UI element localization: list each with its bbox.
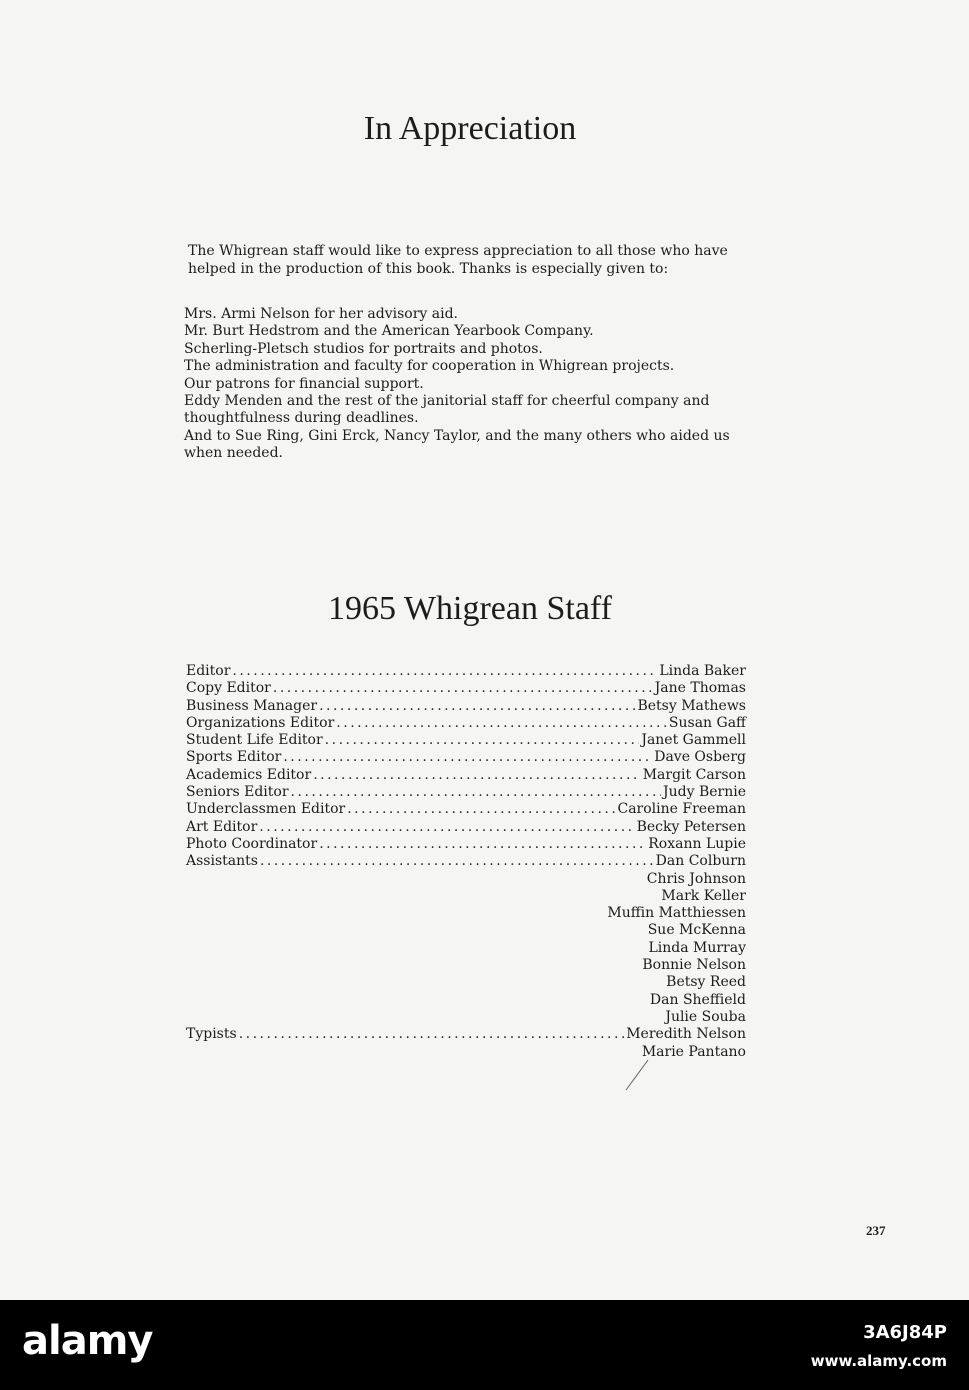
staff-role: Copy Editor bbox=[186, 680, 271, 697]
dot-leader bbox=[347, 801, 615, 818]
dot-leader bbox=[325, 732, 640, 749]
staff-name: Meredith Nelson bbox=[626, 1026, 746, 1043]
staff-role: Art Editor bbox=[186, 818, 258, 835]
dot-leader bbox=[336, 715, 667, 732]
staff-row bbox=[186, 853, 746, 870]
watermark-bar bbox=[0, 1300, 969, 1390]
staff-row bbox=[186, 784, 746, 801]
staff-role: Business Manager bbox=[186, 697, 318, 714]
staff-role: Sports Editor bbox=[186, 749, 282, 766]
assistant-name: Mark Keller bbox=[661, 887, 746, 904]
staff-row bbox=[186, 732, 746, 749]
staff-row bbox=[186, 819, 746, 836]
staff-name: Dave Osberg bbox=[654, 749, 746, 766]
staff-name: Susan Gaff bbox=[668, 714, 746, 731]
dot-leader bbox=[232, 663, 657, 680]
staff-role: Academics Editor bbox=[186, 766, 312, 783]
thanks-line: Scherling-Pletsch studios for portraits and photos. bbox=[184, 340, 543, 357]
staff-role: Student Life Editor bbox=[186, 732, 323, 749]
dot-leader bbox=[273, 680, 653, 697]
assistant-name: Julie Souba bbox=[665, 1008, 746, 1025]
staff-name: Roxann Lupie bbox=[648, 835, 746, 852]
staff-name: Jane Thomas bbox=[654, 680, 746, 697]
thanks-line: Mr. Burt Hedstrom and the American Yearbook Company. bbox=[184, 323, 594, 340]
dot-leader bbox=[313, 767, 641, 784]
staff-row bbox=[186, 663, 746, 680]
staff-name: Janet Gammell bbox=[641, 732, 746, 749]
thanks-line: And to Sue Ring, Gini Erck, Nancy Taylor, and the many others who aided us when needed. bbox=[184, 427, 730, 462]
staff-name: Linda Baker bbox=[659, 663, 746, 679]
dot-leader bbox=[283, 749, 652, 766]
staff-name: Caroline Freeman bbox=[617, 801, 746, 818]
staff-role: Underclassmen Editor bbox=[186, 801, 346, 818]
staff-role: Typists bbox=[186, 1026, 237, 1043]
staff-name: Becky Petersen bbox=[636, 818, 746, 835]
thanks-line: Mrs. Armi Nelson for her advisory aid. bbox=[184, 306, 459, 322]
assistant-name: Muffin Matthiessen bbox=[607, 905, 746, 922]
thanks-list bbox=[184, 306, 744, 463]
assistant-name: Dan Sheffield bbox=[649, 991, 746, 1008]
assistant-name: Betsy Reed bbox=[666, 974, 746, 991]
thanks-line: Our patrons for financial support. bbox=[184, 375, 424, 392]
staff-name: Betsy Mathews bbox=[637, 697, 746, 714]
staff-row bbox=[186, 801, 746, 818]
staff-title: 1965 Whigrean Staff bbox=[328, 590, 612, 627]
staff-name: Judy Bernie bbox=[663, 784, 746, 801]
dot-leader bbox=[259, 819, 634, 836]
staff-row bbox=[186, 1026, 746, 1043]
staff-row bbox=[186, 698, 746, 715]
staff-role: Seniors Editor bbox=[186, 784, 289, 801]
staff-role: Assistants bbox=[186, 853, 258, 870]
dot-leader bbox=[239, 1026, 625, 1043]
watermark-logo: alamy bbox=[22, 1318, 153, 1364]
typist-name: Marie Pantano bbox=[641, 1043, 746, 1060]
pen-stroke-mark bbox=[624, 1058, 654, 1092]
page-number: 237 bbox=[866, 1223, 886, 1238]
assistant-name: Bonnie Nelson bbox=[642, 957, 746, 974]
appreciation-title: In Appreciation bbox=[363, 110, 577, 147]
thanks-line: Eddy Menden and the rest of the janitorial staff for cheerful company and thoughtfulness during deadlines. bbox=[184, 393, 710, 427]
dot-leader bbox=[319, 698, 635, 715]
staff-row bbox=[186, 680, 746, 697]
appreciation-intro: The Whigrean staff would like to express appreciation to all those who have helped in the production of this book. Thanks is especially given to: bbox=[188, 243, 728, 277]
dot-leader bbox=[260, 853, 654, 870]
staff-name: Dan Colburn bbox=[655, 853, 746, 870]
assistant-name: Chris Johnson bbox=[646, 870, 746, 887]
dot-leader bbox=[291, 784, 661, 801]
staff-role: Organizations Editor bbox=[186, 714, 335, 731]
staff-role: Editor bbox=[186, 663, 231, 679]
staff-row bbox=[186, 715, 746, 732]
staff-row bbox=[186, 749, 746, 766]
thanks-line: The administration and faculty for cooperation in Whigrean projects. bbox=[184, 358, 675, 375]
staff-list bbox=[186, 663, 746, 1061]
assistant-name: Linda Murray bbox=[648, 939, 746, 956]
staff-row bbox=[186, 836, 746, 853]
staff-name: Margit Carson bbox=[642, 766, 746, 783]
dot-leader bbox=[319, 836, 646, 853]
staff-role: Photo Coordinator bbox=[186, 835, 318, 852]
staff-row bbox=[186, 767, 746, 784]
watermark-site: www.alamy.com bbox=[810, 1352, 947, 1370]
assistant-name: Sue McKenna bbox=[647, 922, 746, 939]
watermark-image-id: 3A6J84P bbox=[863, 1322, 947, 1343]
